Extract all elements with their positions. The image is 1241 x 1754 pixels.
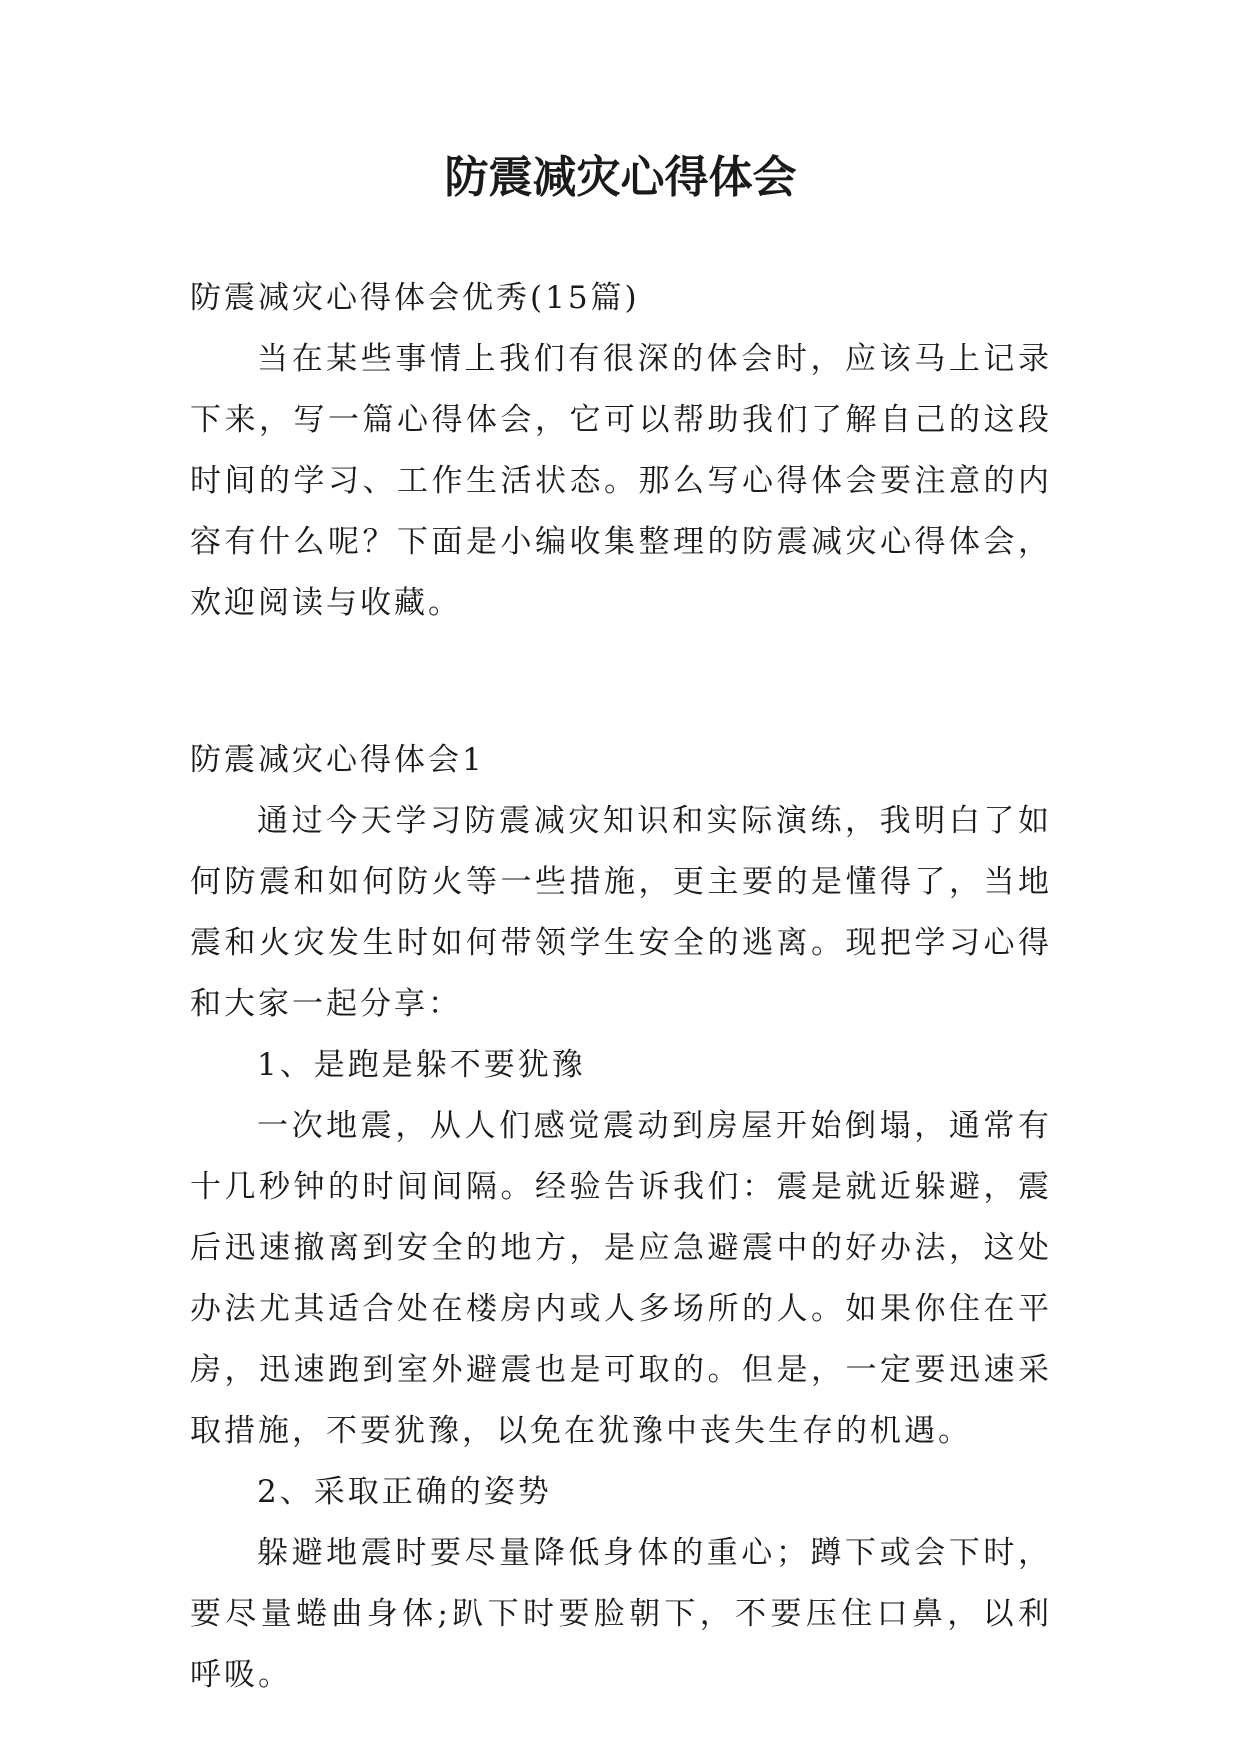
document-body [190, 268, 1052, 1706]
list-item-2: 2、采取正确的姿势 [257, 1474, 552, 1510]
document-title: 防震减灾心得体会 [444, 152, 797, 203]
section-paragraph-2: 一次地震，从人们感觉震动到房屋开始倒塌，通常有十几秒钟的时间间隔。经验告诉我们：震是就近躲避，震后迅速撤离到安全的地方，是应急避震中的好办法，这处办法尤其适合处在楼房内或人多场所的人。如果你住在平房，迅速跑到室外避震也是可取的。但是，一定要迅速采取措施，不要犹豫，以免在犹豫中丧失生存的机遇。 [190, 1108, 1052, 1449]
list-item-1: 1、是跑是躲不要犹豫 [257, 1047, 586, 1083]
intro-paragraph: 当在某些事情上我们有很深的体会时，应该马上记录下来，写一篇心得体会，它可以帮助我们了解自己的这段时间的学习、工作生活状态。那么写心得体会要注意的内容有什么呢？下面是小编收集整理的防震减灾心得体会，欢迎阅读与收藏。 [190, 341, 1052, 621]
section-paragraph-3: 躲避地震时要尽量降低身体的重心；蹲下或会下时，要尽量蜷曲身体;趴下时要脸朝下，不要压住口鼻，以利呼吸。 [190, 1535, 1052, 1693]
document-subtitle: 防震减灾心得体会优秀(15篇) [190, 280, 640, 316]
section-heading: 防震减灾心得体会1 [190, 742, 485, 778]
section-paragraph-1: 通过今天学习防震减灾知识和实际演练，我明白了如何防震和如何防火等一些措施，更主要的是懂得了，当地震和火灾发生时如何带领学生安全的逃离。现把学习心得和大家一起分享： [190, 803, 1052, 1022]
section-gap [190, 634, 1052, 730]
